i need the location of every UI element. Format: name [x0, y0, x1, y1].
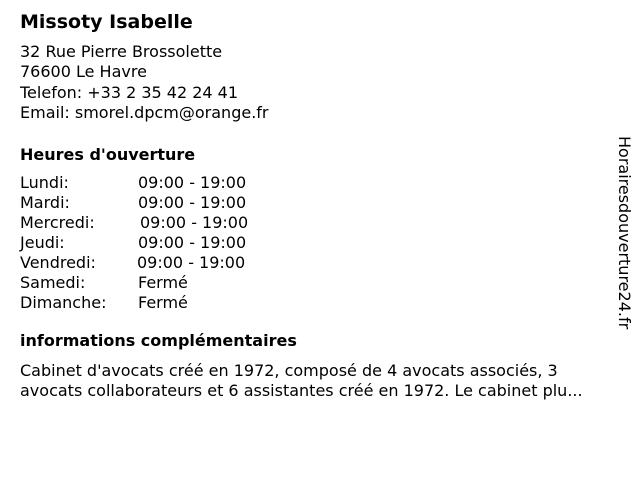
- hours-row-saturday: [20, 273, 620, 293]
- address-city: 76600 Le Havre: [20, 62, 147, 82]
- hours-day: Mardi:: [20, 193, 70, 213]
- business-card: [20, 10, 620, 401]
- hours-time: Fermé: [138, 273, 188, 293]
- hours-table: [20, 173, 620, 313]
- info-text-line-2: avocats collaborateurs et 6 assistantes créé en 1972. Le cabinet plu...: [20, 381, 583, 401]
- hours-day: Vendredi:: [20, 253, 96, 273]
- hours-title: Heures d'ouverture: [20, 145, 196, 165]
- hours-day: Jeudi:: [20, 233, 65, 253]
- hours-time: Fermé: [138, 293, 188, 313]
- hours-row-friday: [20, 253, 620, 273]
- hours-row-wednesday: [20, 213, 620, 233]
- address-street: 32 Rue Pierre Brossolette: [20, 42, 223, 61]
- info-text: [20, 361, 632, 401]
- hours-day: Mercredi:: [20, 213, 95, 233]
- hours-time: 09:00 - 19:00: [137, 253, 246, 273]
- hours-row-monday: [20, 173, 620, 193]
- email-line: Email: smorel.dpcm@orange.fr: [20, 102, 269, 122]
- phone-line: Telefon: +33 2 35 42 24 41: [20, 82, 239, 102]
- hours-time: 09:00 - 19:00: [138, 173, 247, 193]
- hours-day: Samedi:: [20, 273, 86, 293]
- site-watermark: Horairesdouverture24.fr: [615, 136, 634, 330]
- hours-time: 09:00 - 19:00: [138, 193, 247, 213]
- business-name: Missoty Isabelle: [20, 11, 193, 33]
- info-text-line-1: Cabinet d'avocats créé en 1972, composé de 4 avocats associés, 3: [20, 361, 558, 381]
- hours-row-sunday: [20, 293, 620, 313]
- hours-day: Lundi:: [20, 173, 69, 193]
- hours-time: 09:00 - 19:00: [140, 213, 249, 233]
- hours-time: 09:00 - 19:00: [138, 233, 247, 253]
- contact-block: [20, 42, 620, 123]
- hours-day: Dimanche:: [20, 293, 107, 313]
- hours-row-tuesday: [20, 193, 620, 213]
- hours-row-thursday: [20, 233, 620, 253]
- info-title: informations complémentaires: [20, 331, 297, 351]
